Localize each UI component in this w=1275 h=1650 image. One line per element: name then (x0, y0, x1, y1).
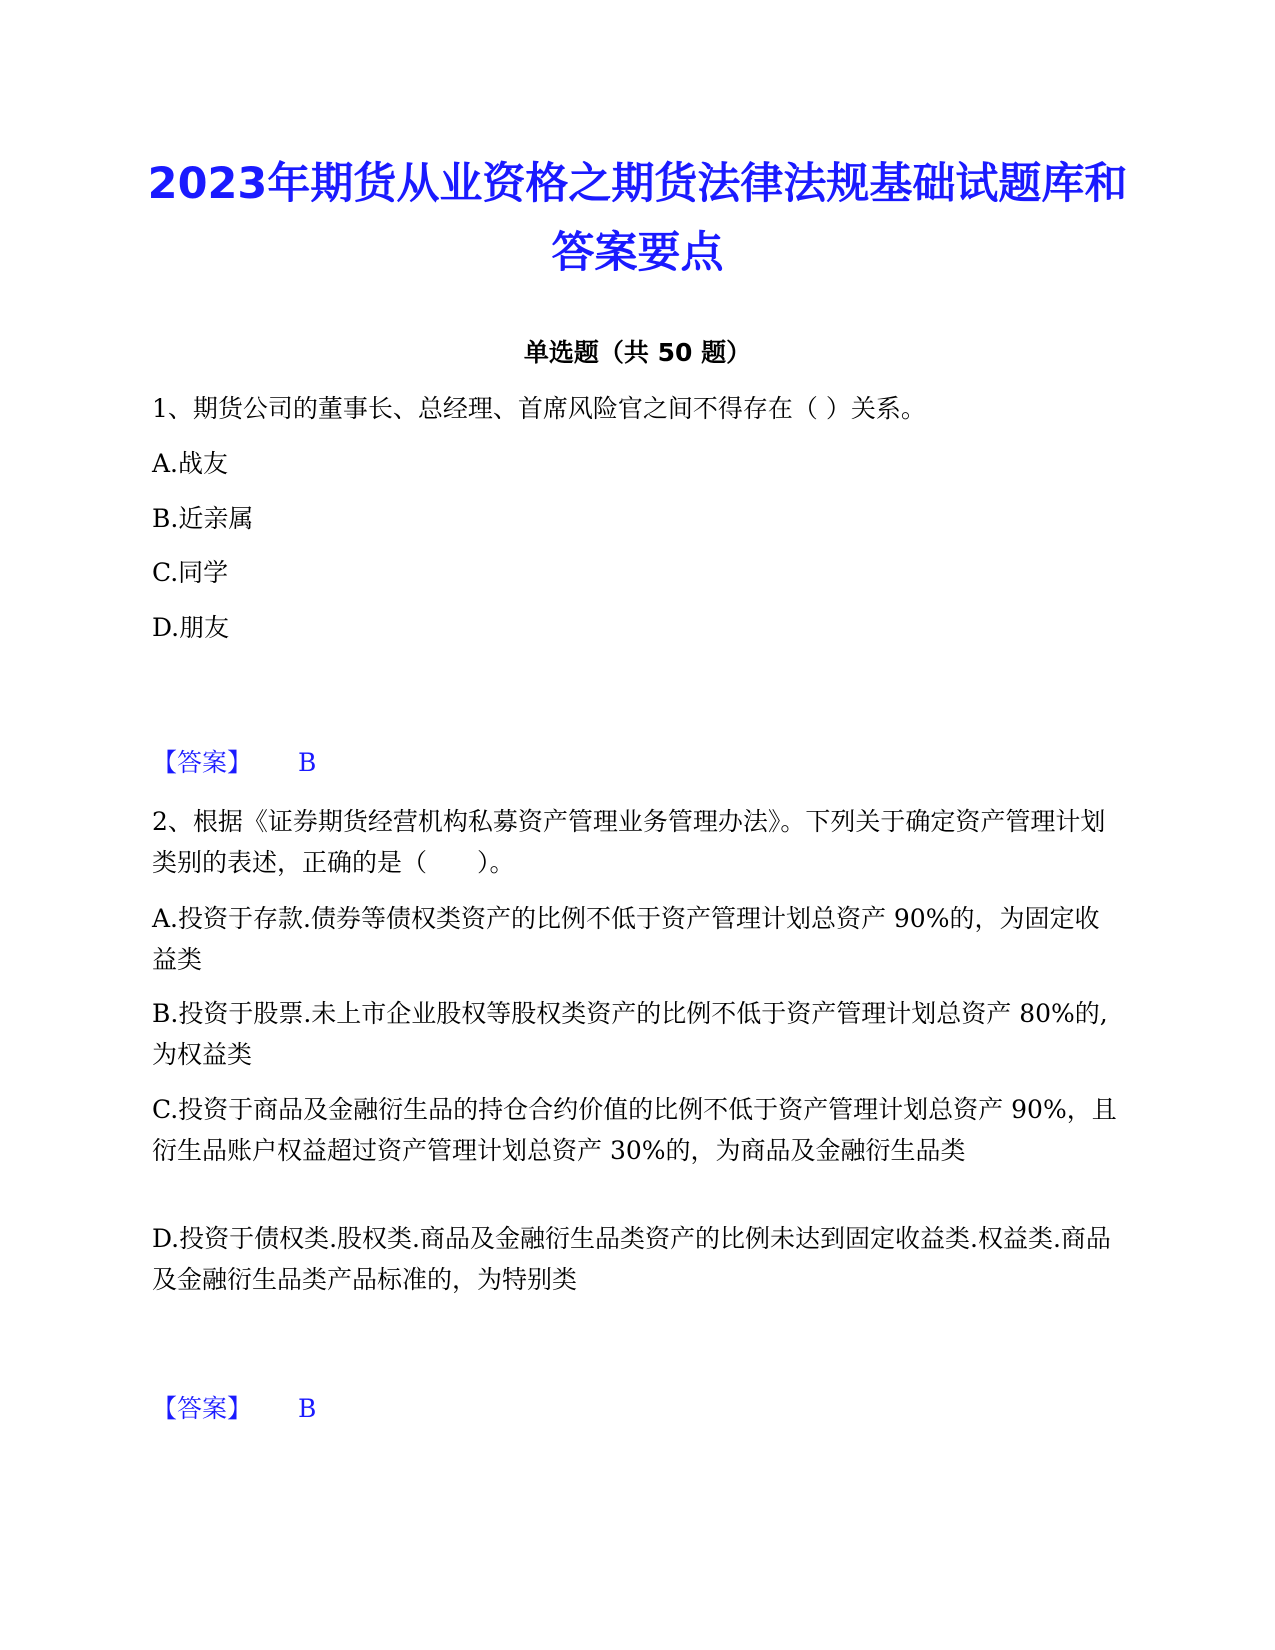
document-title: 2023年期货从业资格之期货法律法规基础试题库和答案要点 (147, 159, 1128, 278)
question-1-option-d: D.朋友 (152, 613, 230, 642)
question-1-answer (152, 746, 316, 780)
question-2-option-d: D.投资于债权类.股权类.商品及金融衍生品类资产的比例未达到固定收益类.权益类.商品及金融衍生品类产品标准的，为特别类 (152, 1224, 1111, 1294)
question-2-option-b: B.投资于股票.未上市企业股权等股权类资产的比例不低于资产管理计划总资产 80%的,为权益类 (152, 999, 1108, 1069)
question-1-stem: 1、期货公司的董事长、总经理、首席风险官之间不得存在（ ）关系。 (152, 394, 926, 423)
question-1-option-b: B.近亲属 (152, 504, 254, 533)
question-2-stem: 2、根据《证券期货经营机构私募资产管理业务管理办法》。下列关于确定资产管理计划类别的表述，正确的是（ ）。 (152, 807, 1106, 877)
section-heading: 单选题（共 50 题） (523, 338, 752, 367)
question-2-option-a: A.投资于存款.债券等债权类资产的比例不低于资产管理计划总资产 90%的，为固定收益类 (152, 904, 1100, 974)
question-1-option-a: A.战友 (152, 449, 229, 478)
question-2-answer (152, 1392, 316, 1426)
question-2-option-c: C.投资于商品及金融衍生品的持仓合约价值的比例不低于资产管理计划总资产 90%，且衍生品账户权益超过资产管理计划总资产 30%的，为商品及金融衍生品类 (152, 1095, 1117, 1165)
answer-label: 【答案】 (152, 748, 253, 777)
question-1-option-c: C.同学 (152, 558, 229, 587)
answer-value: B (298, 748, 317, 777)
answer-label: 【答案】 (152, 1394, 253, 1423)
answer-value: B (298, 1394, 317, 1423)
